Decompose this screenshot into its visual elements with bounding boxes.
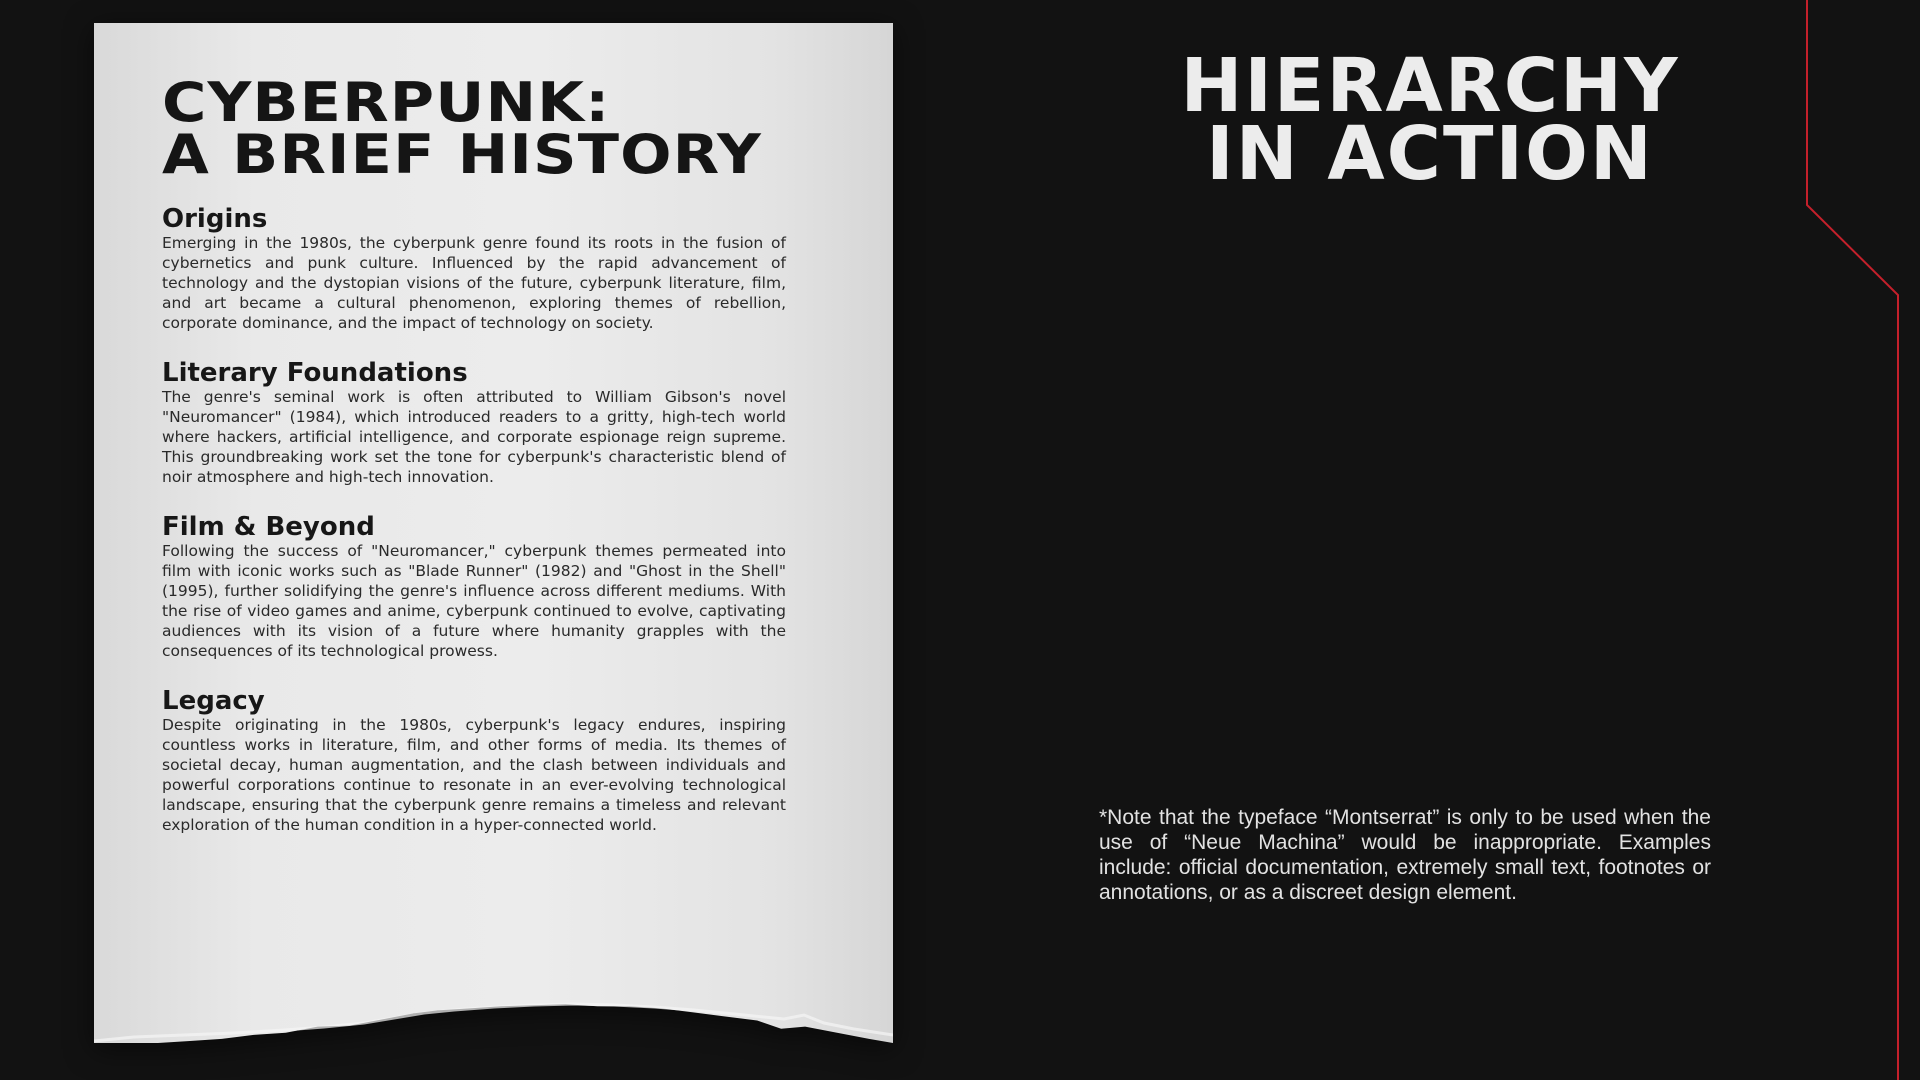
slide-title: HIERARCHY IN ACTION [1180, 43, 1680, 197]
section-film-and-beyond [162, 513, 786, 661]
section-heading: Literary Foundations [162, 358, 468, 388]
section-body: The genre's seminal work is often attributed to William Gibson's novel "Neuromancer" (1984), which introduced readers to a gritty, high-tech world where hackers, artificial intelligence, and corporate espionage reign supreme. This groundbreaking work set the tone for cyberpunk's characteristic blend of noir atmosphere and high-tech innovation. [162, 388, 786, 486]
section-body: Following the success of "Neuromancer," cyberpunk themes permeated into film with iconic works such as "Blade Runner" (1982) and "Ghost in the Shell" (1995), further solidifying the genre's influence across different mediums. With the rise of video games and anime, cyberpunk continued to evolve, captivating audiences with its vision of a future where humanity grapples with the consequences of its technological prowess. [162, 542, 786, 660]
section-heading: Film & Beyond [162, 512, 375, 542]
paper-sheet [94, 23, 893, 1043]
document-title: CYBERPUNK: A BRIEF HISTORY [162, 71, 762, 186]
section-origins [162, 205, 786, 333]
section-body: Emerging in the 1980s, the cyberpunk genre found its roots in the fusion of cybernetics and punk culture. Influenced by the rapid advancement of technology and the dystopian visions of the future, cyberpunk literature, film, and art became a cultural phenomenon, exploring themes of rebellion, corporate dominance, and the impact of technology on society. [162, 234, 786, 332]
section-heading: Origins [162, 204, 268, 234]
document-content [162, 71, 786, 861]
typeface-note: *Note that the typeface “Montserrat” is only to be used when the use of “Neue Machina” would be inappropriate. Examples include: official documentation, extremely small text, footnotes or annotations, or as a discreet design element. [1099, 806, 1711, 904]
section-literary-foundations [162, 359, 786, 487]
section-heading: Legacy [162, 686, 265, 716]
section-body: Despite originating in the 1980s, cyberpunk's legacy endures, inspiring countless works in literature, film, and other forms of media. Its themes of societal decay, human augmentation, and the clash between individuals and powerful corporations continue to resonate in an ever-evolving technological landscape, ensuring that the cyberpunk genre remains a timeless and relevant exploration of the human condition in a hyper-connected world. [162, 716, 786, 834]
section-legacy [162, 687, 786, 835]
